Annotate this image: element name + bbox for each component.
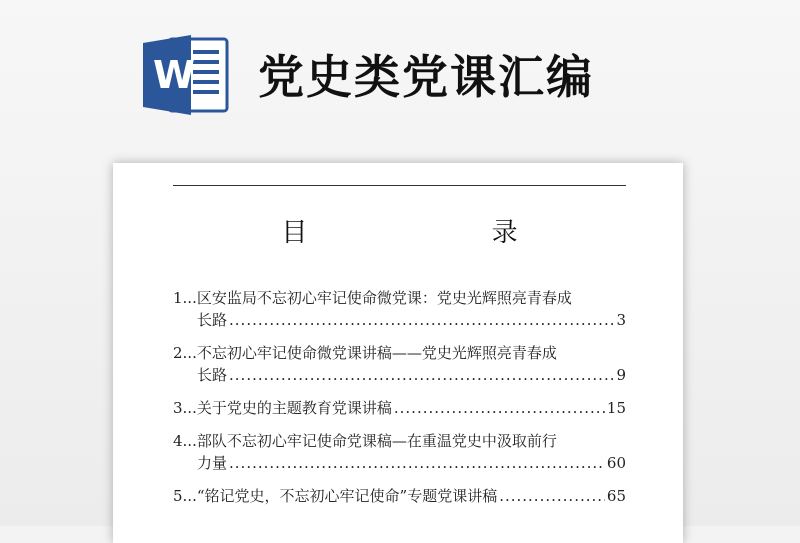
toc-entry-3[interactable] [173,397,626,419]
header-rule [173,185,626,186]
toc-entry-title-cont: 长路 [197,311,228,329]
toc-entry-title-cont: 力量 [197,454,228,472]
toc-entry-title-cont: 长路 [197,366,228,384]
toc-entry-1[interactable] [173,287,626,331]
toc-entry-title: 不忘初心牢记使命微党课讲稿——党史光辉照亮青春成 [196,344,557,362]
toc-entry-page: 15 [606,399,626,417]
toc-entry-page: 60 [606,454,626,472]
dot-leader [499,485,605,507]
dot-leader [229,309,614,331]
toc-entry-page: 65 [606,487,626,505]
word-letter: W [153,53,195,97]
document-page [113,163,683,543]
dot-leader [229,364,614,386]
toc-title: 目 录 [281,218,606,248]
toc-entry-4[interactable] [173,430,626,474]
table-of-contents [173,287,626,518]
toc-entry-page: 3 [616,311,626,329]
word-document-icon [143,33,231,117]
toc-entry-number: 1... [173,289,197,307]
page-heading: 党史类党课汇编 [258,50,594,104]
toc-entry-number: 4... [173,432,197,450]
toc-entry-number: 5... [173,487,197,505]
dot-leader [394,397,605,419]
toc-entry-title: 部队不忘初心牢记使命党课稿—在重温党史中汲取前行 [196,432,557,450]
toc-entry-number: 2... [173,344,197,362]
toc-entry-title: 区安监局不忘初心牢记使命微党课：党史光辉照亮青春成 [196,289,572,307]
toc-entry-page: 9 [616,366,626,384]
toc-entry-2[interactable] [173,342,626,386]
dot-leader [229,452,605,474]
toc-entry-title: “铭记党史，不忘初心牢记使命”专题党课讲稿 [196,487,498,505]
toc-entry-title: 关于党史的主题教育党课讲稿 [196,399,392,417]
toc-entry-5[interactable] [173,485,626,507]
toc-entry-number: 3... [173,399,197,417]
